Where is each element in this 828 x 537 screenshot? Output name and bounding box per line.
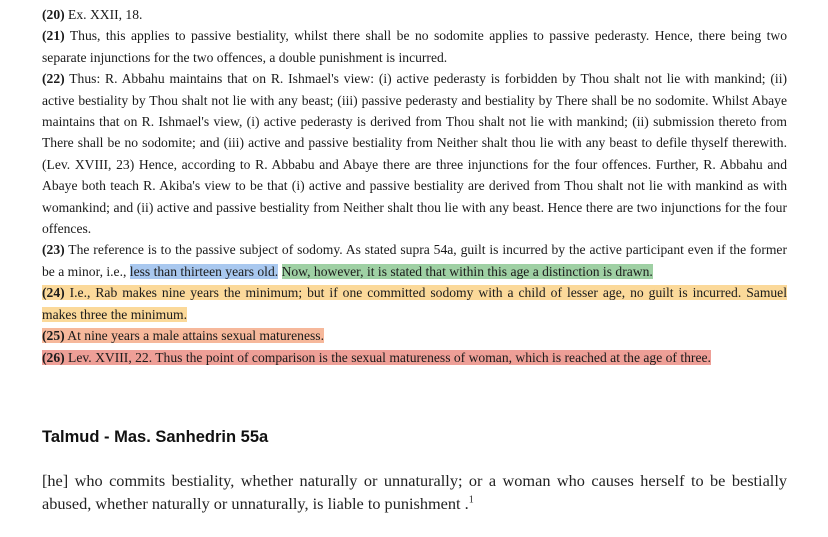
footnote-text: I.e., Rab makes nine years the minimum; but if one committed sodomy with a child of lesser age, no guilt is incurred. Samuel makes three the minimum.	[42, 285, 787, 322]
footnote-reference[interactable]: 1	[468, 494, 474, 506]
footnote-22	[42, 68, 787, 239]
highlight-green: Now, however, it is stated that within this age a distinction is drawn.	[281, 263, 653, 279]
footnote-number: (22)	[42, 71, 65, 87]
footnote-25	[42, 325, 787, 346]
footnote-number: (26)	[42, 349, 65, 365]
footnote-24	[42, 282, 787, 325]
highlight-red	[42, 350, 711, 365]
footnote-20	[42, 4, 787, 25]
footnote-number: (24)	[42, 285, 65, 301]
footnote-text: Thus, this applies to passive bestiality, whilst there shall be no sodomite applies to passive pederasty. Hence, there being two separate injunctions for the two offences, a double punishment is incurred.	[42, 28, 787, 65]
footnote-number: (20)	[42, 7, 65, 22]
footnote-text: Ex. XXII, 18.	[64, 7, 143, 22]
footnote-21	[42, 25, 787, 68]
footnotes-section	[42, 4, 787, 368]
footnote-number: (23)	[42, 242, 65, 258]
body-text: [he] who commits bestiality, whether naturally or unnaturally; or a woman who causes herself to be bestially abused, whether naturally or unnaturally, is liable to punishment .	[42, 471, 787, 513]
footnote-number: (25)	[42, 328, 65, 344]
footnote-text: Thus: R. Abbahu maintains that on R. Ishmael's view: (i) active pederasty is forbidden by Thou shalt not lie with mankind; (ii) active bestiality by Thou shalt not lie with any beast; (iii) passive pederasty and bestiality by There shall be no sodomite. Whilst Abaye maintains that on R. Ishmael's view, (i) active pederasty is derived from Thou shalt not lie with mankind; (ii) submission thereto from There shall be no sodomite; and (iii) active and passive bestiality from Neither shalt thou lie with any beast to defile thyself therewith. (Lev. XVIII, 23) Hence, according to R. Abbabu and Abaye there are three injunctions for the four offences. Further, R. Abbahu and Abaye both teach R. Akiba's view to be that (i) active and passive bestiality are derived from Thou shalt not lie with mankind as with womankind; and (ii) active and passive bestiality from Neither shalt thou lie with any beast. Hence there are two injunctions for the four offences.	[42, 71, 787, 237]
footnote-text: At nine years a male attains sexual matureness.	[64, 328, 324, 344]
highlight-orange	[42, 328, 324, 343]
highlight-blue: less than thirteen years old.	[129, 263, 279, 279]
highlight-yellow	[42, 285, 787, 321]
section-title: Talmud - Mas. Sanhedrin 55a	[42, 428, 269, 446]
footnote-23	[42, 239, 787, 282]
footnote-number: (21)	[42, 28, 65, 44]
footnote-26	[42, 347, 787, 368]
footnote-text: The reference is to the passive subject of sodomy. As stated supra 54a, guilt is incurred by the active participant even if the former be a minor, i.e.,	[42, 242, 787, 279]
footnote-text: Lev. XVIII, 22. Thus the point of comparison is the sexual matureness of woman, which is reached at the age of three.	[64, 349, 711, 365]
body-paragraph	[42, 470, 787, 515]
